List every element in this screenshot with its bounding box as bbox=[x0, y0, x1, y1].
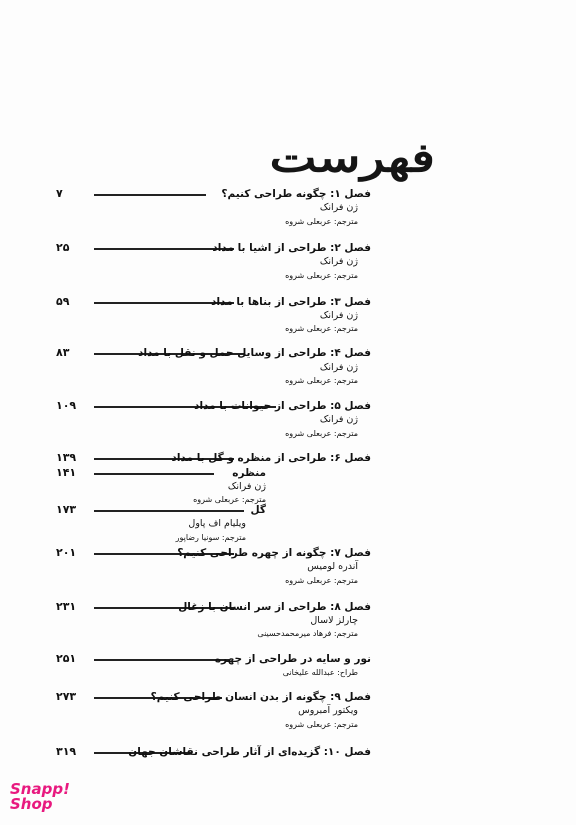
toc-entry bbox=[56, 651, 371, 667]
author: ژن فرانک bbox=[319, 414, 358, 425]
author: ژن فرانک bbox=[319, 256, 358, 267]
toc-entry bbox=[56, 186, 371, 202]
author: ویلیام اف پاول bbox=[188, 518, 246, 529]
chapter-title: فصل ۵: طراحی از حیوانات با مداد bbox=[194, 400, 371, 412]
leader-line bbox=[94, 473, 214, 475]
chapter-title: فصل ۶: طراحی از منظره و گل با مداد bbox=[171, 452, 371, 464]
author: ژن فرانک bbox=[319, 362, 358, 373]
section-title: گل bbox=[250, 504, 266, 516]
page-number: ۱۳۹ bbox=[56, 451, 77, 464]
page-number: ۳۱۹ bbox=[56, 745, 77, 758]
chapter-title: فصل ۴: طراحی از وسایل حمل و نقل با مداد bbox=[138, 347, 371, 359]
page-number: ۲۵ bbox=[56, 241, 70, 254]
author: ژن فرانک bbox=[319, 202, 358, 213]
author: ژن فرانک bbox=[227, 481, 266, 492]
watermark-line1: Snapp! bbox=[10, 780, 70, 798]
chapter-title: فصل ۷: چگونه از چهره طراحی کنیم؟ bbox=[177, 547, 371, 559]
chapter-title: فصل ۱: چگونه طراحی کنیم؟ bbox=[221, 188, 371, 200]
author: ویکتور آمبروس bbox=[298, 705, 358, 716]
toc-entry bbox=[56, 345, 371, 361]
page-number: ۱۴۱ bbox=[56, 466, 77, 479]
chapter-title: فصل ۳: طراحی از بناها با مداد bbox=[211, 296, 371, 308]
page-number: ۲۰۱ bbox=[56, 546, 77, 559]
watermark-line2: Shop bbox=[10, 795, 53, 813]
translator: مترجم: عربعلی شروه bbox=[285, 271, 358, 280]
page-number: ۱۷۳ bbox=[56, 503, 77, 516]
chapter-title: فصل ۸: طراحی از سر انسان با زغال bbox=[178, 601, 371, 613]
translator: مترجم: عربعلی شروه bbox=[285, 720, 358, 729]
leader-line bbox=[94, 510, 244, 512]
page-number: ۲۵۱ bbox=[56, 652, 77, 665]
toc-entry bbox=[56, 689, 371, 705]
section-title: منظره bbox=[232, 467, 266, 479]
author: چارلز لاسال bbox=[310, 615, 358, 626]
designer: طراح: عبدالله علیخانی bbox=[282, 668, 358, 677]
toc-entry bbox=[56, 450, 371, 466]
chapter-title: فصل ۹: چگونه از بدن انسان طراحی کنیم؟ bbox=[150, 691, 371, 703]
snapp-shop-watermark-logo bbox=[10, 782, 70, 812]
toc-heading-text: فهرست bbox=[269, 134, 435, 182]
toc-entry bbox=[56, 502, 266, 518]
translator: مترجم: عربعلی شروه bbox=[285, 576, 358, 585]
translator: مترجم: فرهاد میرمحمدحسینی bbox=[257, 629, 358, 638]
toc-entry bbox=[56, 240, 371, 256]
page-number: ۲۳۱ bbox=[56, 600, 77, 613]
toc-entry bbox=[56, 545, 371, 561]
leader-line bbox=[94, 659, 229, 661]
translator: مترجم: سونیا رضاپور bbox=[175, 533, 246, 542]
translator: مترجم: عربعلی شروه bbox=[285, 429, 358, 438]
page-number: ۱۰۹ bbox=[56, 399, 77, 412]
toc-entry bbox=[56, 744, 371, 760]
toc-entry bbox=[56, 465, 266, 481]
toc-entry bbox=[56, 398, 371, 414]
translator: مترجم: عربعلی شروه bbox=[285, 324, 358, 333]
translator: مترجم: عربعلی شروه bbox=[193, 495, 266, 504]
toc-heading bbox=[269, 134, 435, 182]
page-number: ۸۳ bbox=[56, 346, 70, 359]
section-title: نور و سایه در طراحی از چهره bbox=[214, 653, 371, 665]
author: ژن فرانک bbox=[319, 310, 358, 321]
chapter-title: فصل ۱۰: گزیده‌ای از آثار طراحی نقاشان جهان bbox=[128, 746, 371, 758]
toc-entry bbox=[56, 294, 371, 310]
page-number: ۷ bbox=[56, 187, 63, 200]
page-number: ۵۹ bbox=[56, 295, 70, 308]
author: آندره لومیس bbox=[307, 561, 358, 572]
page-number: ۲۷۳ bbox=[56, 690, 77, 703]
translator: مترجم: عربعلی شروه bbox=[285, 217, 358, 226]
leader-line bbox=[94, 194, 206, 196]
toc-entry bbox=[56, 599, 371, 615]
translator: مترجم: عربعلی شروه bbox=[285, 376, 358, 385]
chapter-title: فصل ۲: طراحی از اشیا با مداد bbox=[212, 242, 371, 254]
